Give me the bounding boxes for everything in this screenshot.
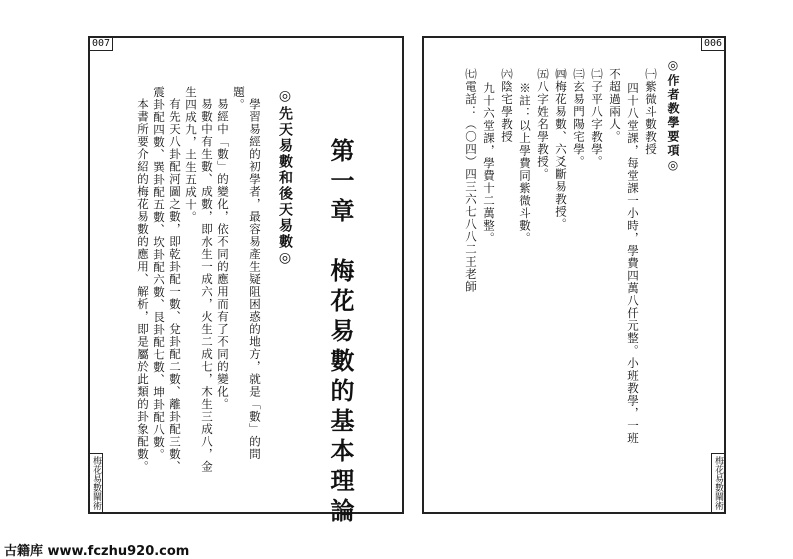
list-item: ㈢玄易門陽宅學。 — [572, 68, 586, 168]
text-column: 易經中「數」的變化，依不同的應用而有了不同的變化。 — [216, 98, 230, 411]
footer-bar — [0, 538, 793, 558]
chapter-title: 第一章 梅花易數的基本理論 — [326, 138, 355, 528]
text-column: 學習易經的初學者，最容易產生疑阻困惑的地方，就是「數」的問 — [248, 98, 262, 461]
section-heading: ◎先天易數和後天易數◎ — [277, 88, 293, 268]
list-item: ㈦電話：（〇四）四三六七八八二王老師 — [464, 68, 478, 293]
watermark-text: 古籍库 www.fczhu920.com — [4, 544, 190, 559]
text-column: 震卦配四數、巽卦配五數、坎卦配六數、艮卦配七數、坤卦配八數。 — [152, 86, 166, 461]
list-item: 不超過兩人。 — [608, 68, 622, 143]
text-column: 本書所要介紹的梅花易數的應用、解析，即是屬於此類的卦象配數。 — [136, 98, 150, 473]
section-heading: ◎作者教學要項◎ — [666, 58, 680, 174]
list-item: ㈠紫微斗數教授 — [644, 68, 658, 156]
page-number: 007 — [89, 37, 113, 51]
page-number: 006 — [701, 37, 725, 51]
list-item: ㈥陰宅學教授 — [500, 68, 514, 143]
left-page — [88, 36, 404, 528]
list-item: 四十八堂課，每堂課一小時，學費四萬八仟元整。小班教學，一班 — [626, 82, 640, 445]
spine-label: 梅花易數闡術 — [89, 453, 103, 513]
text-column: 題。 — [232, 86, 246, 111]
text-column: 易數中有生數、成數，即水生一成六，火生二成七，木生三成八，金 — [200, 98, 214, 473]
right-page — [422, 36, 726, 514]
text-column: 生四成九，土生五成十。 — [184, 86, 198, 224]
list-item: 九十六堂課，學費十二萬整。 — [482, 82, 496, 245]
list-item: ※註：以上學費同紫微斗數。 — [518, 82, 532, 245]
spine-label: 梅花易數闡術 — [711, 453, 725, 513]
list-item: ㈡子平八字教學。 — [590, 68, 604, 168]
list-item: ㈣梅花易數、六爻斷易教授。 — [554, 68, 568, 231]
text-column: 有先天八卦配河圖之數，即乾卦配一數、兌卦配二數、離卦配三數、 — [168, 98, 182, 473]
list-item: ㈤八字姓名學教授。 — [536, 68, 550, 181]
